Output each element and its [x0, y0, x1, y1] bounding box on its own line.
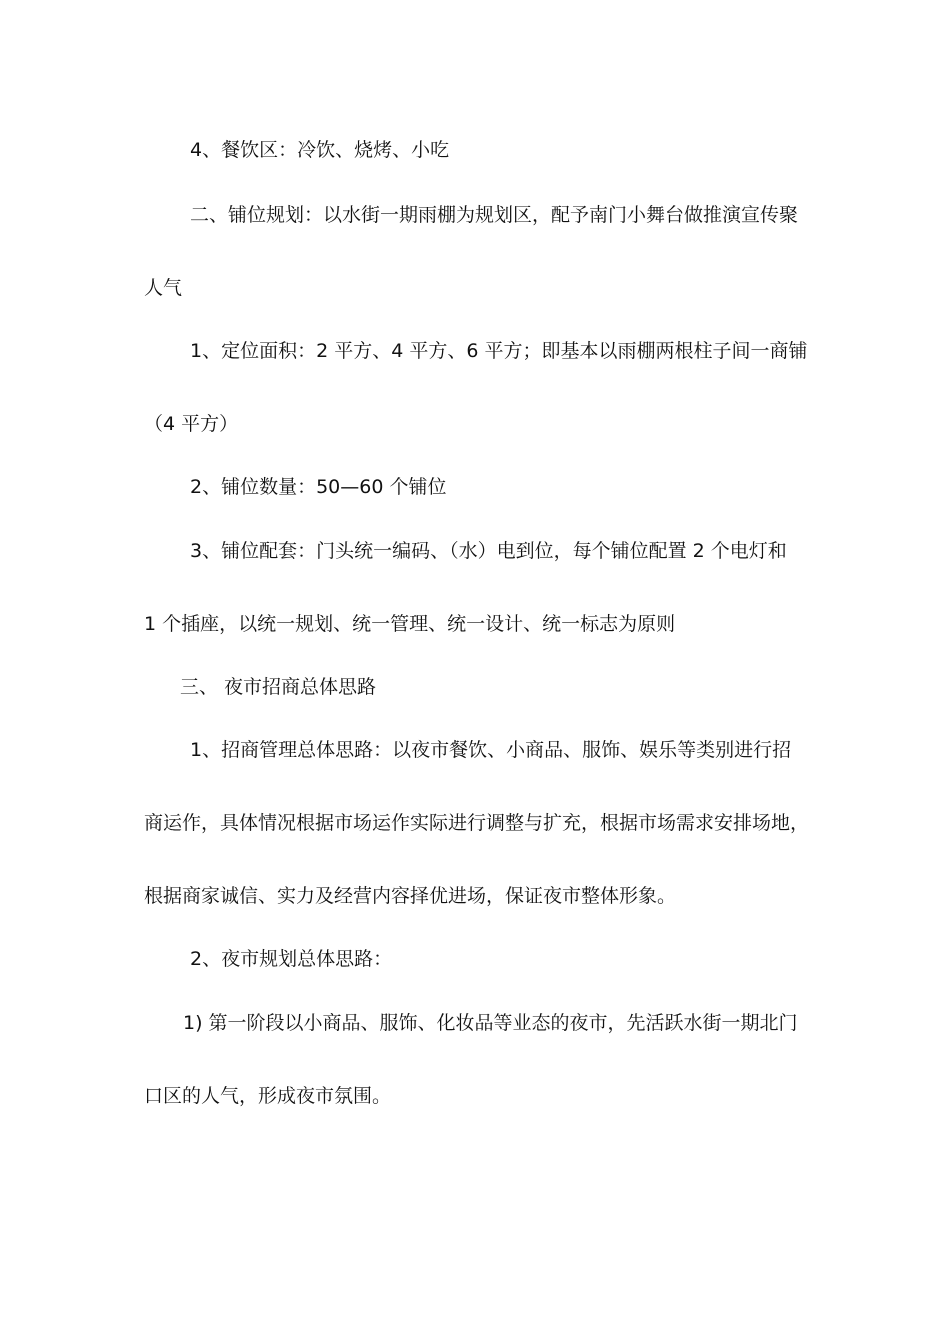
section-heading: 三、 夜市招商总体思路 — [180, 676, 377, 698]
paragraph-line: （4 平方） — [144, 413, 239, 435]
paragraph-line: 3、铺位配套：门头统一编码、（水）电到位，每个铺位配置 2 个电灯和 — [190, 540, 787, 562]
paragraph-line: 4、餐饮区：冷饮、烧烤、小吃 — [190, 139, 450, 161]
paragraph-line: 1、定位面积：2 平方、4 平方、6 平方；即基本以雨棚两根柱子间一商铺 — [190, 340, 808, 362]
paragraph-line: 1 个插座，以统一规划、统一管理、统一设计、统一标志为原则 — [144, 613, 676, 635]
paragraph-line: 2、铺位数量：50—60 个铺位 — [190, 476, 447, 498]
paragraph-line: 人气 — [144, 277, 183, 299]
paragraph-line: 1、招商管理总体思路：以夜市餐饮、小商品、服饰、娱乐等类别进行招 — [190, 739, 792, 761]
paragraph-line: 口区的人气，形成夜市氛围。 — [144, 1085, 392, 1107]
paragraph-line: 1) 第一阶段以小商品、服饰、化妆品等业态的夜市，先活跃水街一期北门 — [183, 1012, 798, 1034]
paragraph-line: 商运作，具体情况根据市场运作实际进行调整与扩充，根据市场需求安排场地， — [144, 812, 810, 834]
paragraph-line: 2、夜市规划总体思路： — [190, 948, 393, 970]
paragraph-line: 二、铺位规划：以水街一期雨棚为规划区，配予南门小舞台做推演宣传聚 — [190, 204, 799, 226]
paragraph-line: 根据商家诚信、实力及经营内容择优进场，保证夜市整体形象。 — [144, 885, 677, 907]
